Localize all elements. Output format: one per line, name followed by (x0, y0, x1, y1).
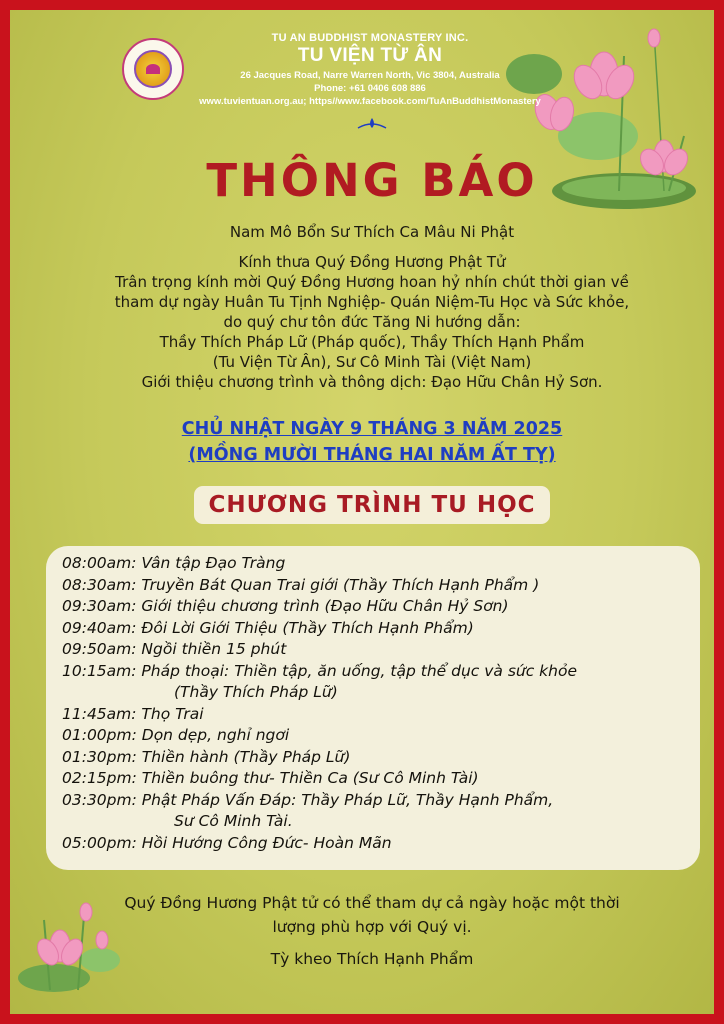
schedule-item: 10:15am: Pháp thoại: Thiền tập, ăn uống, tập thể dục và sức khỏe (62, 661, 577, 680)
intro-line: tham dự ngày Huân Tu Tịnh Nghiệp- Quán Niệm-Tu Học và Sức khỏe, (114, 293, 630, 311)
event-date (10, 416, 724, 468)
monastery-website: www.tuvientuan.org.au; https//www.facebook.com/TuAnBuddhistMonastery (199, 96, 541, 107)
intro-line: (Tu Viện Từ Ân), Sư Cô Minh Tài (Việt Nam) (212, 353, 532, 371)
attendance-note-line: lượng phù hợp với Quý vị. (272, 918, 472, 936)
event-date-lunar: (MỒNG MƯỜI THÁNG HAI NĂM ẤT TỴ) (188, 445, 556, 465)
intro-line: Giới thiệu chương trình và thông dịch: Đạo Hữu Chân Hỷ Sơn. (141, 373, 603, 391)
program-title: CHƯƠNG TRÌNH TU HỌC (194, 486, 549, 524)
schedule-item: 02:15pm: Thiền buông thư- Thiền Ca (Sư Cô Minh Tài) (62, 769, 479, 787)
monastery-name: TU VIỆN TỪ ÂN (297, 45, 443, 66)
signature: Tỳ kheo Thích Hạnh Phẩm (270, 950, 474, 968)
monastery-header (170, 32, 570, 107)
schedule-item: 09:40am: Đôi Lời Giới Thiệu (Thầy Thích Hạnh Phẩm) (62, 618, 474, 637)
schedule-item: 11:45am: Thọ Trai (62, 704, 204, 723)
schedule-item: 09:50am: Ngồi thiền 15 phút (62, 640, 287, 658)
intro-line: Thầy Thích Pháp Lữ (Pháp quốc), Thầy Thích Hạnh Phẩm (159, 333, 585, 351)
intro-line: Trân trọng kính mời Quý Đồng Hương hoan hỷ nhín chút thời gian về (115, 273, 629, 291)
schedule-panel (46, 546, 700, 870)
schedule-item: 05:00pm: Hồi Hướng Công Đức- Hoàn Mãn (62, 833, 392, 852)
invitation-text (30, 222, 714, 392)
schedule-item: 08:30am: Truyền Bát Quan Trai giới (Thầy Thích Hạnh Phẩm ) (62, 575, 540, 594)
event-date-solar: CHỦ NHẬT NGÀY 9 THÁNG 3 NĂM 2025 (181, 419, 563, 439)
organization-name: TU AN BUDDHIST MONASTERY INC. (271, 32, 469, 44)
monastery-phone: Phone: +61 0406 608 886 (314, 83, 426, 94)
schedule-item: 01:00pm: Dọn dẹp, nghỉ ngơi (62, 726, 290, 744)
schedule-item: 03:30pm: Phật Pháp Vấn Đáp: Thầy Pháp Lữ, Thầy Hạnh Phẩm, (62, 790, 554, 809)
schedule-item: 09:30am: Giới thiệu chương trình (Đạo Hữu Chân Hỷ Sơn) (62, 597, 509, 615)
schedule-item: 08:00am: Vân tập Đạo Tràng (62, 554, 286, 572)
page-title: THÔNG BÁO (206, 154, 538, 207)
invocation-line: Nam Mô Bổn Sư Thích Ca Mâu Ni Phật (229, 223, 515, 241)
divider-ornament-icon (356, 116, 388, 132)
intro-line: do quý chư tôn đức Tăng Ni hướng dẫn: (223, 313, 521, 331)
schedule-item: 01:30pm: Thiền hành (Thầy Pháp Lữ) (62, 747, 351, 766)
schedule-item-continuation: Sư Cô Minh Tài. (174, 812, 293, 830)
attendance-note-line: Quý Đồng Hương Phật tử có thể tham dự cả ngày hoặc một thời (124, 894, 620, 912)
monastery-address: 26 Jacques Road, Narre Warren North, Vic 3804, Australia (240, 70, 500, 81)
intro-line: Kính thưa Quý Đồng Hương Phật Tử (238, 253, 506, 271)
attendance-note (40, 891, 704, 939)
schedule-item-continuation: (Thầy Thích Pháp Lữ) (174, 683, 338, 701)
